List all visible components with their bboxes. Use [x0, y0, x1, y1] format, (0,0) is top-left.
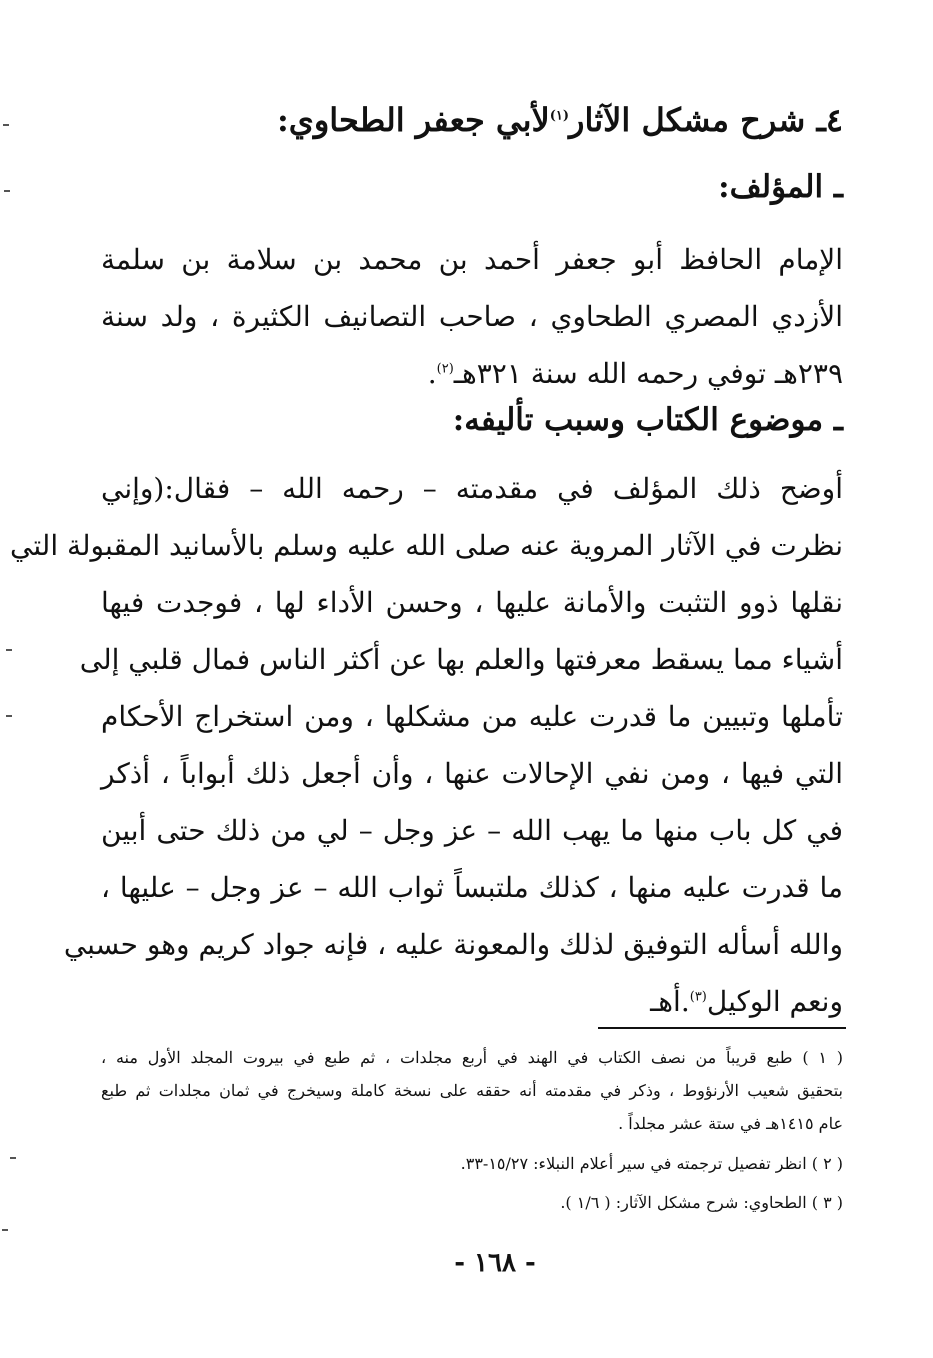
topic-line-last: [101, 973, 843, 1030]
footnote-1-line: ( ١ ) طبع قريباً من نصف الكتاب في الهند في أربع مجلدات ، ثم طبع في بيروت المجلد الأول منه ،: [101, 1048, 844, 1067]
footnote-1-line: عام ١٤١٥هـ في ستة عشر مجلداً .: [618, 1114, 843, 1133]
scan-mark: [10, 1157, 16, 1159]
topic-heading: ـ موضوع الكتاب وسبب تأليفه:: [452, 402, 843, 438]
footnote-2: [101, 1147, 843, 1180]
topic-line: أوضح ذلك المؤلف في مقدمته – رحمه الله – فقال:(وإني: [101, 472, 843, 505]
scan-mark: [2, 1229, 8, 1231]
topic-line: والله أسأله التوفيق لذلك والمعونة عليه ، فإنه جواد كريم وهو حسبي: [63, 928, 843, 961]
author-heading: ـ المؤلف:: [718, 169, 843, 205]
topic-last-end: .أهـ: [650, 985, 690, 1018]
scan-mark: [6, 649, 12, 651]
topic-line: ما قدرت عليه منها ، كذلك ملتبساً ثواب الله – عز وجل – عليها ،: [101, 871, 843, 904]
author-line: الإمام الحافظ أبو جعفر أحمد بن محمد بن سلامة بن سلمة: [101, 243, 843, 276]
scan-mark: [6, 715, 12, 717]
page-number: - ١٦٨ -: [454, 1248, 536, 1278]
topic-line: نظرت في الآثار المروية عنه صلى الله عليه وسلم بالأسانيد المقبولة التي: [10, 529, 843, 562]
topic-line: التي فيها ، ومن نفي الإحالات عنها ، وأن أجعل ذلك أبواباً ، أذكر: [101, 757, 843, 790]
footnote-ref-2[interactable]: (٢): [436, 361, 454, 377]
footnote-ref-3[interactable]: (٣): [689, 989, 707, 1005]
author-last-text: ٢٣٩هـ توفي رحمه الله سنة ٣٢١هـ: [453, 357, 843, 390]
topic-paragraph: [10, 460, 843, 1030]
footnote-1-line: بتحقيق شعيب الأرنؤوط ، وذكر في مقدمته أنه حققه على نسخة كاملة وسيخرج في ثمان مجلدات ثم طبع: [101, 1081, 843, 1100]
topic-last-text: ونعم الوكيل: [706, 985, 843, 1018]
author-paragraph: [101, 231, 843, 402]
author-line: الأزدي المصري الطحاوي ، صاحب التصانيف الكثيرة ، ولد سنة: [101, 300, 843, 333]
topic-line: نقلها ذوو التثبت والأمانة عليها ، وحسن الأداء لها ، فوجدت فيها: [101, 586, 843, 619]
footnote-ref-1[interactable]: (١): [549, 108, 570, 124]
footnote-1: [101, 1041, 843, 1140]
scan-mark: [4, 190, 10, 192]
author-line-last: [101, 345, 843, 402]
section-heading-rest: لأبي جعفر الطحاوي:: [276, 101, 550, 139]
topic-line: أشياء مما يسقط معرفتها والعلم بها عن أكثر الناس فمال قلبي إلى: [79, 643, 843, 676]
footnote-3-line: ( ٣ ) الطحاوي: شرح مشكل الآثار: ( ١/٦ ).: [560, 1193, 843, 1212]
topic-line: في كل باب منها ما يهب الله – عز وجل – لي من ذلك حتى أبين: [101, 814, 843, 847]
scan-mark: [3, 124, 9, 126]
footnote-2-line: ( ٢ ) انظر تفصيل ترجمته في سير أعلام النبلاء: ١٥/٢٧-٣٣.: [460, 1154, 843, 1173]
section-heading: [83, 100, 843, 140]
section-heading-text: ٤ـ شرح مشكل الآثار: [569, 101, 843, 139]
footnote-divider: [598, 1027, 846, 1029]
topic-line: تأملها وتبيين ما قدرت عليه من مشكلها ، ومن استخراج الأحكام: [101, 700, 843, 733]
author-last-end: .: [427, 357, 437, 390]
footnote-3: [101, 1186, 843, 1219]
